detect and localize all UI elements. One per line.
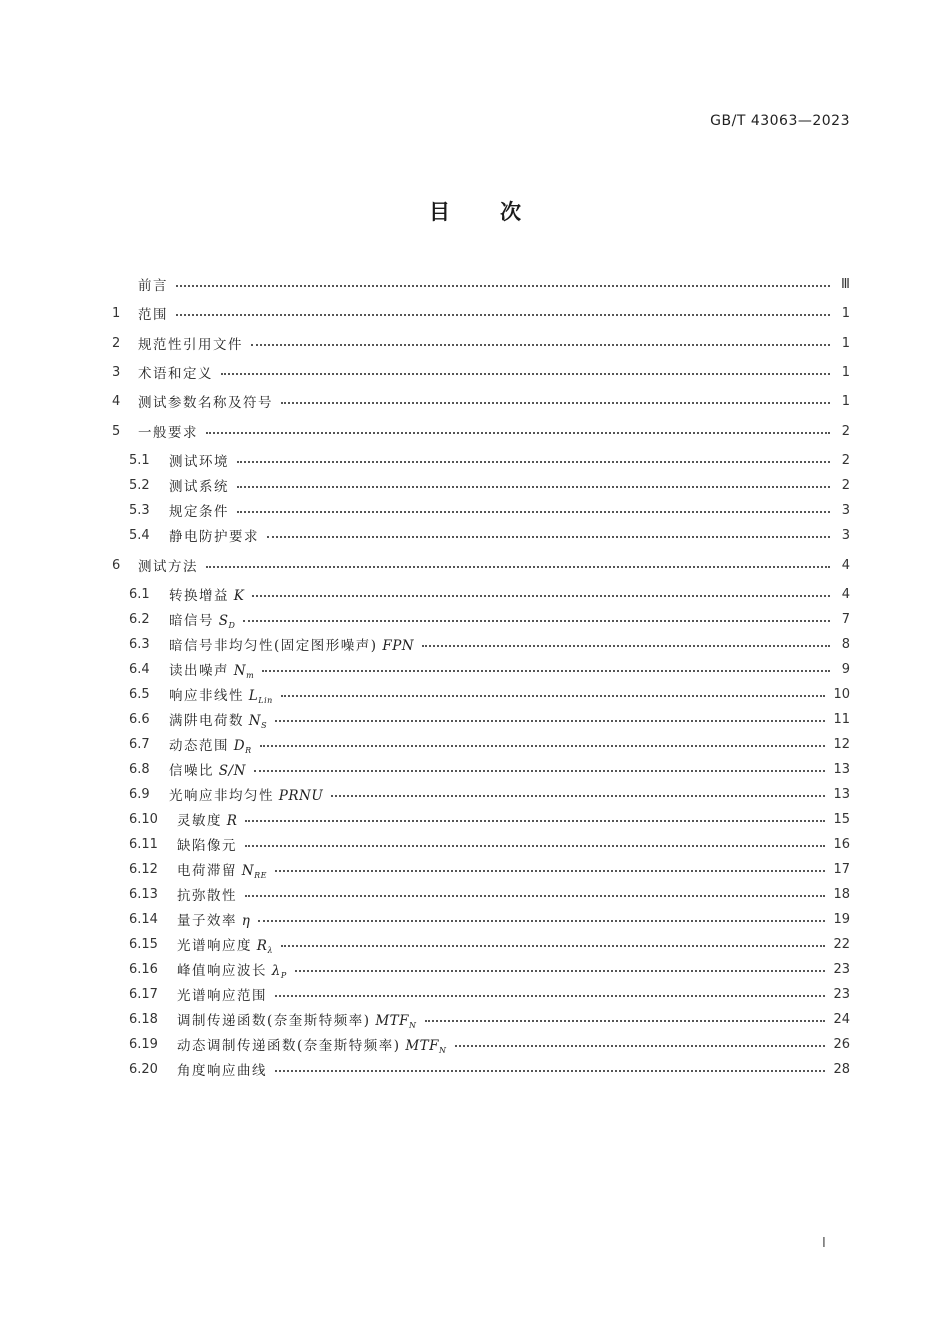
toc-entry[interactable] xyxy=(129,525,850,545)
toc-entry-symbol xyxy=(237,863,267,879)
toc-entry-symbol-subscript: D xyxy=(228,620,236,630)
toc-entry-number: 6.2 xyxy=(129,611,150,627)
toc-entry-number: 6.6 xyxy=(129,711,150,727)
toc-entry-title-text: 转换增益 xyxy=(169,588,229,604)
toc-entry-title-text: 读出噪声 xyxy=(169,662,229,679)
toc-entry-number: 6.18 xyxy=(129,1011,158,1027)
toc-entry-symbol xyxy=(401,1038,447,1054)
toc-entry-title xyxy=(138,333,243,353)
dot-leader xyxy=(176,285,830,287)
toc-entry-symbol xyxy=(267,963,287,979)
dot-leader xyxy=(221,373,830,375)
toc-entry-symbol xyxy=(274,788,323,804)
toc-entry-page: 2 xyxy=(841,452,850,468)
toc-entry-symbol-subscript: N xyxy=(409,1020,417,1030)
toc-entry-symbol-text: D xyxy=(233,737,246,754)
toc-entry-symbol-text: R xyxy=(226,813,238,829)
dot-leader xyxy=(258,920,825,922)
toc-entry-page: 8 xyxy=(841,636,850,652)
toc-entry[interactable] xyxy=(112,391,850,411)
toc-entry[interactable] xyxy=(129,450,850,470)
toc-entry-title xyxy=(177,834,237,854)
toc-entry-page: 18 xyxy=(833,886,850,902)
toc-entry-page: 3 xyxy=(841,502,850,518)
toc-entry-number: 5.1 xyxy=(129,452,150,468)
toc-entry-page: 23 xyxy=(833,986,850,1002)
toc-entry-symbol xyxy=(371,1013,417,1029)
toc-entry-title-text: 抗弥散性 xyxy=(177,888,237,904)
toc-entry-page: 13 xyxy=(833,786,850,802)
toc-entry-symbol-subscript: N xyxy=(439,1045,447,1055)
toc-entry-title xyxy=(138,391,273,411)
dot-leader xyxy=(275,720,825,722)
toc-entry-title-text: 动态调制传递函数(奈奎斯特频率) xyxy=(177,1037,401,1054)
dot-leader xyxy=(275,1070,825,1072)
toc-entry-number: 6.9 xyxy=(129,786,150,802)
toc-entry-title-text: 暗信号 xyxy=(169,612,214,629)
toc-entry-title-text: 光响应非均匀性 xyxy=(169,788,274,804)
toc-entry-number: 6.4 xyxy=(129,661,150,677)
toc-entry-title-text: 响应非线性 xyxy=(169,687,244,704)
toc-entry-title xyxy=(177,1009,417,1030)
toc-entry-title-text: 测试环境 xyxy=(169,454,229,470)
toc-entry-title xyxy=(138,421,198,441)
toc-entry-title xyxy=(169,475,229,495)
dot-leader xyxy=(281,945,825,947)
toc-entry[interactable] xyxy=(129,909,850,929)
toc-entry[interactable] xyxy=(129,959,850,979)
toc-entry-title-text: 规范性引用文件 xyxy=(138,337,243,353)
toc-entry-symbol-text: N xyxy=(248,712,262,729)
dot-leader xyxy=(295,970,826,972)
toc-entry-page: 4 xyxy=(841,586,850,602)
toc-entry-number: 6.11 xyxy=(129,836,158,852)
dot-leader xyxy=(176,314,830,316)
toc-entry-number: 6.19 xyxy=(129,1036,158,1052)
dot-leader xyxy=(267,536,830,538)
toc-entry-title-text: 角度响应曲线 xyxy=(177,1063,267,1079)
toc-entry-number: 6.20 xyxy=(129,1061,158,1077)
toc-entry-number: 5.4 xyxy=(129,527,150,543)
toc-entry[interactable] xyxy=(112,303,850,323)
toc-entry-symbol-text: MTF xyxy=(405,1037,440,1054)
toc-entry-title-text: 调制传递函数(奈奎斯特频率) xyxy=(177,1012,371,1029)
toc-entry-number: 5 xyxy=(112,423,121,439)
toc-entry-title-text: 测试方法 xyxy=(138,559,198,575)
toc-entry-page: 22 xyxy=(833,936,850,952)
toc-entry[interactable] xyxy=(112,333,850,353)
toc-entry-title-text: 灵敏度 xyxy=(177,813,222,829)
toc-entry[interactable] xyxy=(129,759,850,779)
toc-entry-title xyxy=(138,555,198,575)
toc-entry-page: 23 xyxy=(833,961,850,977)
toc-entry-symbol-subscript: λ xyxy=(267,945,274,955)
toc-entry-symbol xyxy=(214,613,235,629)
toc-entry-symbol-text: MTF xyxy=(375,1012,410,1029)
dot-leader xyxy=(237,461,830,463)
toc-entry-number: 6.16 xyxy=(129,961,158,977)
toc-entry[interactable] xyxy=(129,684,850,704)
toc-entry-title-text: 前言 xyxy=(138,278,168,294)
dot-leader xyxy=(245,895,825,897)
toc-entry-symbol-text: η xyxy=(241,913,251,929)
toc-entry-page: 9 xyxy=(841,661,850,677)
title-char-1: 目 xyxy=(429,200,450,224)
toc-entry-title xyxy=(138,362,213,382)
toc-entry-number: 6.14 xyxy=(129,911,158,927)
toc-entry-page: 13 xyxy=(833,761,850,777)
toc-entry-symbol-text: PRNU xyxy=(278,788,324,804)
toc-entry[interactable] xyxy=(129,709,850,729)
toc-entry-symbol-subscript: S xyxy=(261,720,268,730)
toc-entry[interactable] xyxy=(129,584,850,604)
toc-entry-symbol-text: S xyxy=(218,612,229,629)
toc-entry-page: 11 xyxy=(833,711,850,727)
toc-entry-number: 6.15 xyxy=(129,936,158,952)
page-title xyxy=(0,196,950,226)
toc-entry[interactable] xyxy=(129,809,850,829)
toc-entry[interactable] xyxy=(129,984,850,1004)
toc-entry-symbol-text: N xyxy=(241,862,255,879)
toc-entry-title-text: 满阱电荷数 xyxy=(169,712,244,729)
page-number: I xyxy=(822,1236,826,1251)
toc-entry[interactable] xyxy=(129,834,850,854)
toc-entry-title-text: 量子效率 xyxy=(177,913,237,929)
dot-leader xyxy=(206,432,830,434)
toc-entry-title xyxy=(169,759,246,779)
toc-entry-number: 2 xyxy=(112,335,121,351)
toc-entry-title xyxy=(169,709,267,730)
toc-entry[interactable] xyxy=(129,500,850,520)
toc-entry-page: 2 xyxy=(841,423,850,439)
toc-entry-number: 1 xyxy=(112,305,121,321)
toc-entry-title-text: 动态范围 xyxy=(169,737,229,754)
toc-entry-title xyxy=(177,909,250,929)
toc-entry-title xyxy=(169,659,254,680)
toc-entry-symbol-text: FPN xyxy=(382,638,415,654)
toc-entry-number: 5.2 xyxy=(129,477,150,493)
toc-entry-page: 7 xyxy=(841,611,850,627)
toc-entry-title-text: 测试参数名称及符号 xyxy=(138,395,273,411)
toc-entry-number: 6.5 xyxy=(129,686,150,702)
dot-leader xyxy=(206,566,830,568)
toc-entry-title xyxy=(177,1059,267,1079)
toc-entry-title xyxy=(177,959,287,980)
toc-entry-symbol xyxy=(237,913,250,929)
toc-entry[interactable] xyxy=(129,934,850,954)
toc-entry[interactable] xyxy=(129,884,850,904)
toc-entry-number: 6 xyxy=(112,557,121,573)
toc-entry-title xyxy=(169,634,414,654)
dot-leader xyxy=(275,995,825,997)
toc-entry-title-text: 电荷滞留 xyxy=(177,862,237,879)
toc-entry-title xyxy=(169,684,273,705)
toc-entry-symbol xyxy=(244,713,267,729)
dot-leader xyxy=(237,511,830,513)
dot-leader xyxy=(331,795,825,797)
toc-entry-title xyxy=(169,609,235,630)
toc-entry-symbol-subscript: P xyxy=(280,970,287,980)
toc-entry-page: 12 xyxy=(833,736,850,752)
title-char-2: 次 xyxy=(500,200,521,224)
toc-entry-number: 6.7 xyxy=(129,736,150,752)
toc-entry[interactable] xyxy=(129,475,850,495)
toc-entry-symbol-text: L xyxy=(248,687,259,704)
dot-leader xyxy=(422,645,830,647)
toc-entry-page: 10 xyxy=(833,686,850,702)
toc-entry-number: 6.17 xyxy=(129,986,158,1002)
toc-entry-title-text: 规定条件 xyxy=(169,504,229,520)
toc-entry-page: 1 xyxy=(841,335,850,351)
toc-entry-title xyxy=(177,859,267,880)
toc-entry-title xyxy=(177,809,237,829)
toc-entry-title xyxy=(169,784,323,804)
toc-entry-title-text: 峰值响应波长 xyxy=(177,962,267,979)
dot-leader xyxy=(243,620,830,622)
dot-leader xyxy=(245,845,825,847)
toc-entry[interactable] xyxy=(112,421,850,441)
toc-entry-page: 1 xyxy=(841,364,850,380)
dot-leader xyxy=(252,595,830,597)
toc-entry-title-text: 光谱响应度 xyxy=(177,937,252,954)
toc-entry-title xyxy=(177,934,273,955)
toc-entry-page: 28 xyxy=(833,1061,850,1077)
toc-entry-symbol xyxy=(252,938,273,954)
toc-entry-symbol-subscript: Lin xyxy=(258,695,273,705)
toc-entry-number: 6.3 xyxy=(129,636,150,652)
toc-entry-title xyxy=(169,450,229,470)
dot-leader xyxy=(281,695,826,697)
toc-entry-title xyxy=(169,525,259,545)
toc-entry-title xyxy=(169,584,244,604)
toc-entry-page: 26 xyxy=(833,1036,850,1052)
toc-entry-page: 19 xyxy=(833,911,850,927)
toc-entry-page: 16 xyxy=(833,836,850,852)
toc-entry-number: 6.10 xyxy=(129,811,158,827)
toc-entry-symbol-text: S/N xyxy=(218,763,246,779)
toc-entry[interactable] xyxy=(129,609,850,629)
toc-entry-symbol-subscript: m xyxy=(246,670,255,680)
toc-entry-title-text: 范围 xyxy=(138,307,168,323)
dot-leader xyxy=(425,1020,826,1022)
toc-entry[interactable] xyxy=(112,362,850,382)
toc-entry-number: 5.3 xyxy=(129,502,150,518)
toc-entry[interactable] xyxy=(129,659,850,679)
toc-entry-title-text: 术语和定义 xyxy=(138,366,213,382)
toc-entry-title-text: 信噪比 xyxy=(169,763,214,779)
toc-entry-title xyxy=(177,1034,447,1055)
toc-entry-symbol-subscript: R xyxy=(245,745,252,755)
toc-entry-number: 4 xyxy=(112,393,121,409)
toc-entry-number: 3 xyxy=(112,364,121,380)
toc-entry-page: 2 xyxy=(841,477,850,493)
toc-entry-symbol-text: K xyxy=(233,588,245,604)
dot-leader xyxy=(455,1045,826,1047)
toc-entry-title xyxy=(138,303,168,323)
dot-leader xyxy=(262,670,830,672)
toc-entry[interactable] xyxy=(129,784,850,804)
toc-entry-symbol-text: R xyxy=(256,937,268,954)
toc-entry-page: 1 xyxy=(841,393,850,409)
toc-entry-title-text: 测试系统 xyxy=(169,479,229,495)
dot-leader xyxy=(281,402,830,404)
toc-entry-symbol xyxy=(214,763,246,779)
toc-entry-page: 4 xyxy=(841,557,850,573)
toc-entry[interactable] xyxy=(129,734,850,754)
toc-entry-title xyxy=(177,984,267,1004)
dot-leader xyxy=(237,486,830,488)
standard-code: GB/T 43063—2023 xyxy=(710,113,850,129)
toc-entry-title-text: 缺陷像元 xyxy=(177,838,237,854)
toc-entry-symbol xyxy=(229,738,252,754)
toc-entry[interactable] xyxy=(129,1034,850,1054)
toc-entry-number: 6.8 xyxy=(129,761,150,777)
toc-entry[interactable] xyxy=(129,859,850,879)
toc-entry-number: 6.1 xyxy=(129,586,150,602)
toc-entry-symbol xyxy=(222,813,237,829)
toc-entry-number: 6.13 xyxy=(129,886,158,902)
dot-leader xyxy=(275,870,825,872)
dot-leader xyxy=(254,770,826,772)
toc-entry[interactable] xyxy=(112,555,850,575)
toc-entry-symbol-text: λ xyxy=(271,962,281,979)
toc-entry-page: 15 xyxy=(833,811,850,827)
toc-entry-title xyxy=(169,500,229,520)
toc-entry-page: 17 xyxy=(833,861,850,877)
toc-entry-symbol xyxy=(229,663,254,679)
toc-entry-title xyxy=(177,884,237,904)
toc-entry-symbol-subscript: RE xyxy=(254,870,267,880)
toc-entry-number: 6.12 xyxy=(129,861,158,877)
toc-entry-page: Ⅲ xyxy=(841,276,850,292)
toc-entry[interactable] xyxy=(129,634,850,654)
toc-entry-symbol xyxy=(244,688,273,704)
toc-entry-title-text: 光谱响应范围 xyxy=(177,988,267,1004)
toc-entry-symbol xyxy=(378,638,415,654)
toc-entry-title-text: 静电防护要求 xyxy=(169,529,259,545)
toc-entry[interactable] xyxy=(129,1059,850,1079)
toc-entry-page: 24 xyxy=(833,1011,850,1027)
dot-leader xyxy=(251,344,830,346)
toc-entry-page: 3 xyxy=(841,527,850,543)
toc-entry-title xyxy=(138,274,168,294)
dot-leader xyxy=(245,820,825,822)
toc-entry-symbol xyxy=(229,588,244,604)
toc-entry-symbol-text: N xyxy=(233,662,247,679)
toc-entry[interactable] xyxy=(112,274,850,294)
toc-entry-title-text: 暗信号非均匀性(固定图形噪声) xyxy=(169,638,378,654)
toc-entry-title-text: 一般要求 xyxy=(138,425,198,441)
toc-entry-page: 1 xyxy=(841,305,850,321)
dot-leader xyxy=(260,745,826,747)
toc-entry-title xyxy=(169,734,252,755)
toc-entry[interactable] xyxy=(129,1009,850,1029)
